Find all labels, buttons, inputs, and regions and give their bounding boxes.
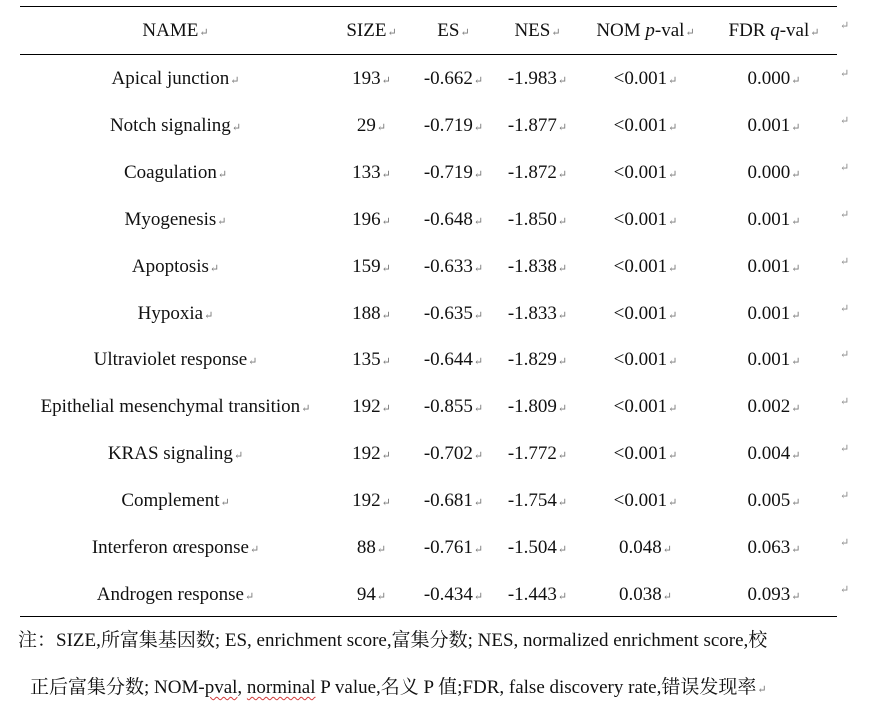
paragraph-mark: ↵ xyxy=(233,450,244,463)
cell-nes xyxy=(495,255,580,281)
cell-fdr xyxy=(711,489,837,515)
paragraph-mark: ↵ xyxy=(557,497,568,510)
paragraph-mark: ↵ xyxy=(381,215,391,228)
cell-text: 0.038 xyxy=(619,583,662,605)
table-bottom-rule xyxy=(20,616,837,617)
cell-nom xyxy=(580,255,711,281)
cell-fdr xyxy=(711,161,837,187)
cell-size xyxy=(331,536,412,562)
paragraph-mark: ↵ xyxy=(301,403,311,416)
cell-text: 0.048 xyxy=(619,537,662,558)
cell-text: 196 xyxy=(352,208,381,230)
paragraph-mark: ↵ xyxy=(791,309,801,322)
cell-size xyxy=(331,255,412,281)
cell-text: -0.662 xyxy=(423,68,473,89)
paragraph-mark: ↵ xyxy=(557,309,568,322)
cell-text: 192 xyxy=(352,396,381,418)
cell-fdr xyxy=(711,255,837,281)
cell-nes xyxy=(495,583,580,609)
paragraph-mark: ↵ xyxy=(473,309,484,322)
paragraph-mark: ↵ xyxy=(217,168,228,181)
paragraph-mark: ↵ xyxy=(204,309,214,322)
paragraph-mark: ↵ xyxy=(381,75,391,87)
spellcheck-underlined-word: pval xyxy=(204,677,238,698)
paragraph-mark: ↵ xyxy=(473,168,484,181)
cell-text: 135 xyxy=(352,349,381,371)
end-of-row-mark: ↵ xyxy=(840,208,850,221)
cell-text: Androgen response xyxy=(96,583,244,605)
paragraph-mark: ↵ xyxy=(791,168,801,181)
cell-text: Ultraviolet response xyxy=(93,349,248,371)
cell-name xyxy=(20,489,331,515)
cell-name xyxy=(20,208,331,234)
table-note-line-2: 正后富集分数; NOM-pval, norminal P value,名义 P 值;FDR, false discovery rate,错误发现率↵ xyxy=(30,677,767,698)
cell-fdr xyxy=(711,208,837,234)
paragraph-mark: ↵ xyxy=(249,544,260,556)
cell-name xyxy=(20,583,331,609)
cell-text: -1.850 xyxy=(507,208,557,230)
cell-es xyxy=(412,348,495,374)
cell-nes xyxy=(495,489,580,515)
end-of-row-mark: ↵ xyxy=(840,349,850,362)
end-of-row-mark: ↵ xyxy=(840,161,850,174)
cell-text: -0.681 xyxy=(423,490,473,512)
cell-nom xyxy=(580,114,711,140)
cell-nom xyxy=(580,489,711,515)
cell-text: -0.434 xyxy=(423,583,473,605)
header-name: NAME↵ xyxy=(142,20,209,41)
paragraph-mark: ↵ xyxy=(557,121,568,134)
cell-text: -0.719 xyxy=(423,114,473,136)
cell-fdr xyxy=(711,442,837,468)
end-of-row-mark: ↵ xyxy=(840,490,850,503)
cell-nom xyxy=(580,302,711,328)
paragraph-mark: ↵ xyxy=(473,544,484,556)
cell-name xyxy=(20,348,331,374)
paragraph-mark: ↵ xyxy=(557,590,568,603)
paragraph-mark: ↵ xyxy=(791,262,801,275)
table-note-line-1: 注：SIZE,所富集基因数; ES, enrichment score,富集分数; NES, normalized enrichment score,校 xyxy=(18,630,768,651)
cell-nom xyxy=(580,67,711,93)
paragraph-mark: ↵ xyxy=(376,121,387,134)
paragraph-mark: ↵ xyxy=(557,262,568,275)
paragraph-mark: ↵ xyxy=(791,403,801,416)
cell-text: -1.877 xyxy=(507,114,557,136)
end-of-row-mark: ↵ xyxy=(840,255,850,268)
cell-nom xyxy=(580,442,711,468)
cell-nes xyxy=(495,348,580,374)
cell-es xyxy=(412,536,495,562)
paragraph-mark: ↵ xyxy=(557,75,568,87)
cell-text: KRAS signaling xyxy=(107,443,233,465)
end-of-row-mark: ↵ xyxy=(840,114,850,127)
end-of-row-mark: ↵ xyxy=(840,302,850,315)
paragraph-mark: ↵ xyxy=(668,168,678,181)
cell-text: Apoptosis xyxy=(131,255,209,277)
cell-text: <0.001 xyxy=(613,161,668,183)
cell-text: -0.644 xyxy=(423,349,473,371)
cell-text: -1.983 xyxy=(507,68,557,89)
cell-text: Interferon αresponse xyxy=(91,537,249,558)
cell-size xyxy=(331,161,412,187)
cell-size xyxy=(331,395,412,421)
paragraph-mark: ↵ xyxy=(473,403,484,416)
end-of-row-mark: ↵ xyxy=(840,396,850,409)
paragraph-mark: ↵ xyxy=(668,356,678,369)
cell-text: 0.005 xyxy=(747,490,791,512)
paragraph-mark: ↵ xyxy=(473,215,484,228)
cell-text: Epithelial mesenchymal transition xyxy=(40,396,301,418)
paragraph-mark: ↵ xyxy=(473,121,484,134)
paragraph-mark: ↵ xyxy=(662,544,672,556)
cell-text: -1.809 xyxy=(507,396,557,418)
cell-name xyxy=(20,161,331,187)
paragraph-mark: ↵ xyxy=(381,356,391,369)
paragraph-mark: ↵ xyxy=(245,590,255,603)
paragraph-mark: ↵ xyxy=(220,497,230,510)
cell-nom xyxy=(580,583,711,609)
paragraph-mark: ↵ xyxy=(791,497,801,510)
cell-text: 0.004 xyxy=(747,443,791,465)
cell-es xyxy=(412,302,495,328)
table-header-rule xyxy=(20,54,837,55)
cell-text: <0.001 xyxy=(613,114,668,136)
paragraph-mark: ↵ xyxy=(791,121,801,134)
cell-name xyxy=(20,114,331,140)
cell-fdr xyxy=(711,67,837,93)
cell-text: Myogenesis xyxy=(124,208,217,230)
paragraph-mark: ↵ xyxy=(381,497,391,510)
cell-text: 0.000 xyxy=(747,161,791,183)
paragraph-mark: ↵ xyxy=(557,544,568,556)
cell-text: Coagulation xyxy=(123,161,217,183)
paragraph-mark: ↵ xyxy=(381,309,391,322)
paragraph-mark: ↵ xyxy=(791,356,801,369)
paragraph-mark: ↵ xyxy=(791,215,801,228)
cell-text: <0.001 xyxy=(613,396,668,418)
cell-name xyxy=(20,395,331,421)
cell-text: -0.855 xyxy=(423,396,473,418)
header-fdr-qval: FDR q-val↵ xyxy=(728,20,820,41)
cell-text: <0.001 xyxy=(613,302,668,324)
cell-es xyxy=(412,255,495,281)
paragraph-mark: ↵ xyxy=(217,215,227,228)
cell-text: Apical junction xyxy=(111,68,230,89)
paragraph-mark: ↵ xyxy=(557,168,568,181)
cell-name xyxy=(20,255,331,281)
paragraph-mark: ↵ xyxy=(248,356,258,369)
end-of-row-mark: ↵ xyxy=(840,20,850,32)
cell-text: <0.001 xyxy=(613,490,668,512)
paragraph-mark: ↵ xyxy=(668,309,678,322)
cell-size xyxy=(331,302,412,328)
cell-text: -1.443 xyxy=(507,583,557,605)
cell-text: -0.702 xyxy=(423,443,473,465)
cell-size xyxy=(331,114,412,140)
cell-text: -1.772 xyxy=(507,443,557,465)
cell-text: 0.001 xyxy=(747,255,791,277)
cell-nom xyxy=(580,208,711,234)
cell-fdr xyxy=(711,395,837,421)
paragraph-mark: ↵ xyxy=(668,403,678,416)
cell-es xyxy=(412,583,495,609)
cell-text: 192 xyxy=(352,490,381,512)
paragraph-mark: ↵ xyxy=(381,403,391,416)
cell-text: 29 xyxy=(356,114,376,136)
cell-text: -0.633 xyxy=(423,255,473,277)
paragraph-mark: ↵ xyxy=(209,262,220,275)
paragraph-mark: ↵ xyxy=(473,590,484,603)
paragraph-mark: ↵ xyxy=(668,75,678,87)
cell-text: -0.761 xyxy=(423,537,473,558)
cell-size xyxy=(331,583,412,609)
paragraph-mark: ↵ xyxy=(668,262,678,275)
cell-text: -1.838 xyxy=(507,255,557,277)
cell-nes xyxy=(495,302,580,328)
cell-text: 133 xyxy=(352,161,381,183)
cell-text: 0.001 xyxy=(747,114,791,136)
cell-es xyxy=(412,489,495,515)
paragraph-mark: ↵ xyxy=(791,544,801,556)
cell-nom xyxy=(580,395,711,421)
paragraph-mark: ↵ xyxy=(473,75,484,87)
spellcheck-underlined-word: norminal xyxy=(246,677,316,698)
paragraph-mark: ↵ xyxy=(668,497,678,510)
cell-es xyxy=(412,114,495,140)
cell-text: -0.719 xyxy=(423,161,473,183)
end-of-row-mark: ↵ xyxy=(840,583,850,596)
cell-text: 188 xyxy=(352,302,381,324)
end-of-row-mark: ↵ xyxy=(840,537,850,549)
cell-nes xyxy=(495,208,580,234)
cell-size xyxy=(331,489,412,515)
cell-nes xyxy=(495,114,580,140)
paragraph-mark: ↵ xyxy=(473,497,484,510)
cell-fdr xyxy=(711,302,837,328)
cell-text: -1.872 xyxy=(507,161,557,183)
header-es: ES↵ xyxy=(437,20,470,41)
cell-text: 159 xyxy=(352,255,381,277)
paragraph-mark: ↵ xyxy=(668,121,678,134)
paragraph-mark: ↵ xyxy=(668,450,678,463)
paragraph-mark: ↵ xyxy=(473,450,484,463)
cell-text: 0.093 xyxy=(747,583,791,605)
cell-name xyxy=(20,536,331,562)
cell-text: <0.001 xyxy=(613,349,668,371)
paragraph-mark: ↵ xyxy=(791,450,801,463)
cell-name xyxy=(20,302,331,328)
paragraph-mark: ↵ xyxy=(557,356,568,369)
paragraph-mark: ↵ xyxy=(381,168,391,181)
cell-text: -1.833 xyxy=(507,302,557,324)
cell-fdr xyxy=(711,583,837,609)
cell-nom xyxy=(580,161,711,187)
cell-text: -1.504 xyxy=(507,537,557,558)
cell-size xyxy=(331,348,412,374)
paragraph-mark: ↵ xyxy=(231,121,242,134)
table-top-rule xyxy=(20,6,837,7)
paragraph-mark: ↵ xyxy=(791,75,801,87)
paragraph-mark: ↵ xyxy=(662,590,672,603)
cell-nom xyxy=(580,348,711,374)
cell-text: 0.001 xyxy=(747,349,791,371)
header-size: SIZE↵ xyxy=(346,20,397,41)
cell-name xyxy=(20,442,331,468)
cell-size xyxy=(331,442,412,468)
paragraph-mark: ↵ xyxy=(473,356,484,369)
cell-text: <0.001 xyxy=(613,443,668,465)
cell-es xyxy=(412,67,495,93)
cell-fdr xyxy=(711,114,837,140)
paragraph-mark: ↵ xyxy=(473,262,484,275)
cell-text: 0.000 xyxy=(747,68,791,89)
cell-text: Complement xyxy=(121,490,220,512)
cell-text: 193 xyxy=(352,68,381,89)
cell-text: 0.002 xyxy=(747,396,791,418)
cell-nes xyxy=(495,395,580,421)
cell-text: Notch signaling xyxy=(109,114,231,136)
paragraph-mark: ↵ xyxy=(376,590,387,603)
cell-fdr xyxy=(711,536,837,562)
paragraph-mark: ↵ xyxy=(557,450,568,463)
cell-name xyxy=(20,67,331,93)
paragraph-mark: ↵ xyxy=(381,450,391,463)
cell-fdr xyxy=(711,348,837,374)
cell-text: <0.001 xyxy=(613,68,668,89)
paragraph-mark: ↵ xyxy=(791,590,801,603)
header-nes: NES↵ xyxy=(514,20,561,41)
cell-es xyxy=(412,395,495,421)
cell-nes xyxy=(495,442,580,468)
cell-text: 94 xyxy=(356,583,376,605)
cell-text: <0.001 xyxy=(613,208,668,230)
cell-text: -0.635 xyxy=(423,302,473,324)
cell-text: 192 xyxy=(352,443,381,465)
cell-text: 0.063 xyxy=(747,537,791,558)
cell-size xyxy=(331,67,412,93)
end-of-row-mark: ↵ xyxy=(840,443,850,456)
paragraph-mark: ↵ xyxy=(557,215,568,228)
cell-text: 88 xyxy=(356,537,376,558)
cell-size xyxy=(331,208,412,234)
end-of-row-mark: ↵ xyxy=(840,68,850,80)
paragraph-mark: ↵ xyxy=(230,75,240,87)
cell-text: <0.001 xyxy=(613,255,668,277)
cell-es xyxy=(412,161,495,187)
cell-text: -1.829 xyxy=(507,349,557,371)
paragraph-mark: ↵ xyxy=(668,215,678,228)
cell-nes xyxy=(495,161,580,187)
paragraph-mark: ↵ xyxy=(376,544,387,556)
cell-nes xyxy=(495,536,580,562)
cell-es xyxy=(412,442,495,468)
cell-es xyxy=(412,208,495,234)
cell-text: 0.001 xyxy=(747,302,791,324)
cell-text: Hypoxia xyxy=(137,302,204,324)
paragraph-mark: ↵ xyxy=(557,403,568,416)
cell-text: 0.001 xyxy=(747,208,791,230)
cell-text: -0.648 xyxy=(423,208,473,230)
cell-nes xyxy=(495,67,580,93)
cell-nom xyxy=(580,536,711,562)
header-nom-pval: NOM p-val↵ xyxy=(596,20,695,41)
cell-text: -1.754 xyxy=(507,490,557,512)
paragraph-mark: ↵ xyxy=(381,262,391,275)
